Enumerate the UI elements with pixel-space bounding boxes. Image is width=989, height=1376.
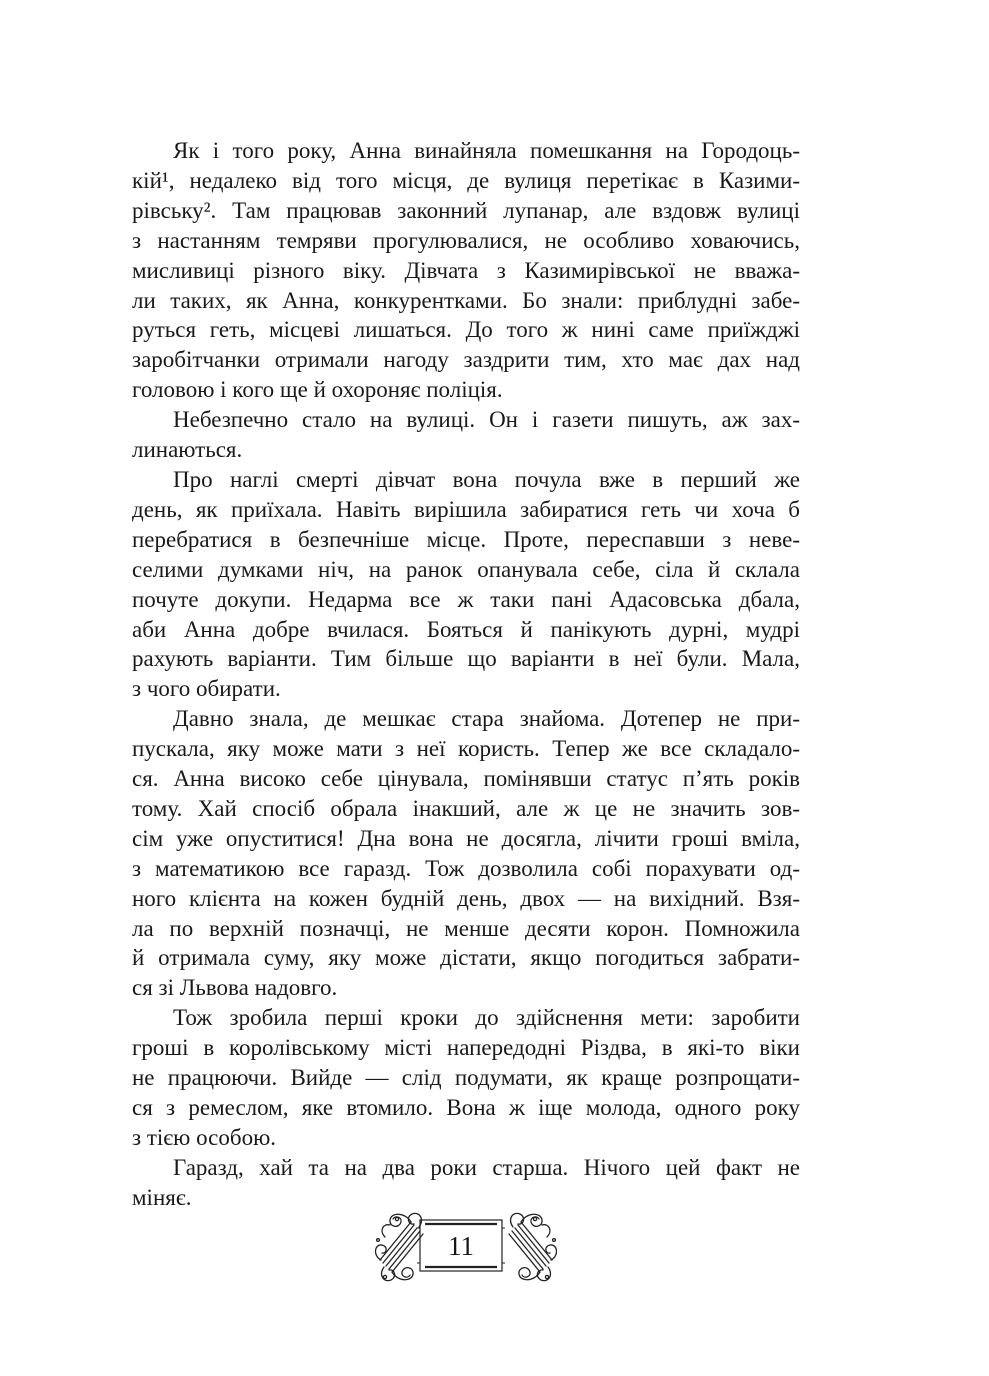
text-line: линаються. — [132, 437, 243, 463]
text-line: й отримала суму, яку може дістати, якщо погодиться забрати- — [132, 945, 800, 971]
text-line: з чого обирати. — [132, 676, 281, 702]
text-line: з математикою все гаразд. Тож дозволила собі порахувати од- — [132, 855, 800, 881]
page-footer — [132, 1211, 800, 1287]
text-line: з настанням темряви прогулювалися, не особливо ховаючись, — [132, 227, 800, 253]
text-line: рівську². Там працював законний лупанар, але вздовж вулиці — [132, 197, 800, 223]
text-line: тому. Хай спосіб обрала інакший, але ж це не значить зов- — [132, 795, 800, 821]
text-line: ли таких, як Анна, конкурентками. Бо знали: приблудні забе- — [132, 287, 800, 313]
text-line: кій¹, недалеко від того місця, де вулиця перетікає в Казими- — [132, 167, 800, 193]
text-line: рахують варіанти. Тим більше що варіанти в неї були. Мала, — [132, 646, 800, 672]
text-line: Тож зробила перші кроки до здійснення мети: заробити — [173, 1005, 800, 1031]
text-line: Як і того року, Анна винайняла помешкання на Городоць- — [173, 138, 800, 163]
text-line: сім уже опуститися! Дна вона не досягла, лічити гроші вміла, — [132, 825, 800, 851]
page-number-ornament — [375, 1211, 557, 1287]
text-line: не працюючи. Вийде — слід подумати, як краще розпрощати- — [132, 1065, 800, 1091]
text-line: Давно знала, де мешкає стара знайома. Дотепер не при- — [173, 706, 800, 732]
paragraph — [132, 704, 800, 1003]
text-line: ся з ремеслом, яке втомило. Вона ж іще молода, одного року — [132, 1095, 800, 1120]
text-line: міняє. — [132, 1184, 192, 1210]
text-line: пускала, яку може мати з неї користь. Тепер же все складало- — [132, 736, 800, 762]
text-line: селими думками ніч, на ранок опанувала себе, сіла й склала — [132, 556, 800, 582]
text-line: руться геть, місцеві лишаться. До того ж нині саме приїжджі — [132, 317, 800, 343]
paragraph — [132, 1003, 800, 1153]
text-line: ся. Анна високо себе цінувала, помінявши статус п’ять років — [132, 766, 800, 792]
right-flourish-icon — [509, 1213, 557, 1280]
paragraph — [132, 1153, 800, 1213]
left-flourish-icon — [375, 1213, 423, 1280]
paragraph — [132, 405, 800, 465]
text-line: Небезпечно стало на вулиці. Он і газети пишуть, аж зах- — [173, 407, 800, 433]
text-line: ла по верхній позначці, не менше десяти корон. Помножила — [132, 915, 800, 941]
page-text-block — [132, 136, 800, 1213]
text-line: день, як приїхала. Навіть вирішила забиратися геть чи хоча б — [132, 496, 800, 522]
text-line: перебратися в безпечніше місце. Проте, переспавши з неве- — [132, 526, 800, 552]
text-line: мисливиці різного віку. Дівчата з Казимирівської не вважа- — [132, 257, 800, 283]
text-line: Про наглі смерті дівчат вона почула вже в перший же — [173, 466, 800, 492]
text-line: головою і кого ще й охороняє поліція. — [132, 377, 503, 403]
text-line: Гаразд, хай та на два роки старша. Нічого цей факт не — [173, 1154, 800, 1180]
paragraph — [132, 465, 800, 704]
text-line: гроші в королівському місті напередодні Різдва, в які-то віки — [132, 1035, 800, 1061]
paragraph — [132, 136, 800, 405]
text-line: почуте докупи. Недарма все ж таки пані Адасовська дбала, — [132, 586, 800, 612]
text-line: ся зі Львова надовго. — [132, 975, 338, 1001]
text-line: заробітчанки отримали нагоду заздрити тим, хто має дах над — [132, 347, 800, 373]
text-line: ного клієнта на кожен будній день, двох — на вихідний. Взя- — [132, 885, 800, 911]
page-number: 11 — [448, 1231, 474, 1261]
text-line: аби Анна добре вчилася. Бояться й панікують дурні, мудрі — [132, 616, 800, 642]
text-line: з тією особою. — [132, 1124, 276, 1150]
